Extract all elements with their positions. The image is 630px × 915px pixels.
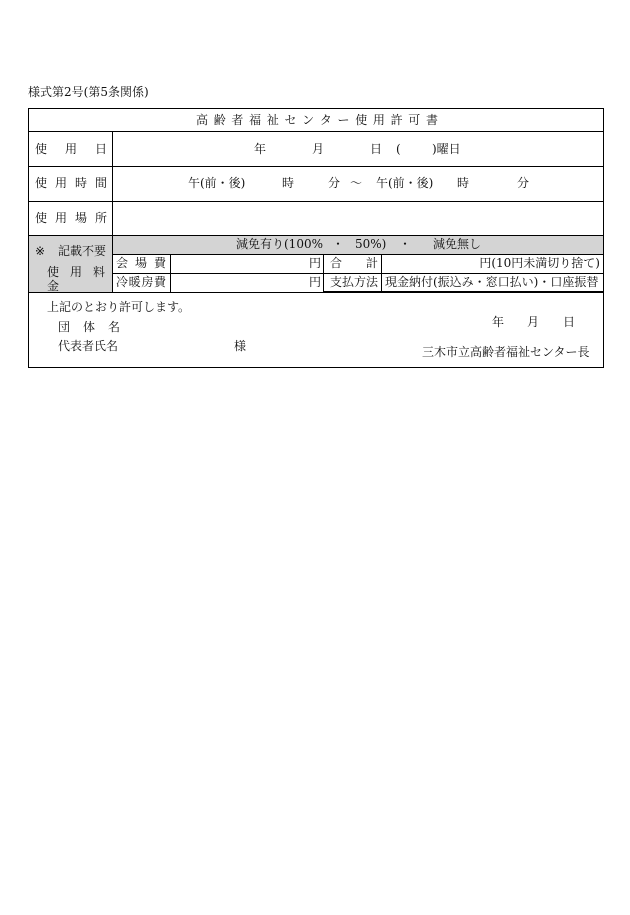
row-divider: [28, 201, 604, 202]
approval-date-month: 月: [527, 315, 540, 329]
total-label: 合 計: [330, 256, 378, 270]
exemption-half-rate: 50%): [355, 237, 387, 251]
usage-date-weekday-close: )曜日: [432, 142, 461, 156]
form-number: 様式第2号(第5条関係): [28, 85, 149, 99]
row-divider: [28, 292, 604, 293]
approval-statement: 上記のとおり許可します。: [47, 300, 191, 314]
usage-time-separator: ～: [350, 176, 363, 190]
usage-date-month: 月: [312, 142, 325, 156]
venue-fee-unit: 円: [309, 256, 322, 270]
representative-label: 代表者氏名: [58, 339, 119, 353]
row-divider: [28, 166, 604, 167]
exemption-without: 減免無し: [433, 237, 482, 251]
usage-fee-label: 使 用 料 金: [47, 265, 105, 293]
approval-date-year: 年: [492, 315, 505, 329]
usage-time-end-minute: 分: [517, 176, 530, 190]
usage-time-end-ampm: 午(前・後): [376, 176, 434, 190]
payment-method-value: 現金納付(振込み・窓口払い)・口座振替: [385, 275, 599, 289]
exemption-dot: ・: [332, 237, 345, 251]
usage-time-label: 使 用 時 間: [35, 176, 107, 190]
approval-date-day: 日: [563, 315, 576, 329]
honorific: 様: [234, 339, 247, 353]
issuer-title: 三木市立高齢者福祉センター長: [422, 345, 590, 359]
usage-date-label: 使 用 日: [35, 142, 107, 156]
organization-label: 団 体 名: [58, 320, 120, 334]
usage-time-start-ampm: 午(前・後): [188, 176, 246, 190]
usage-time-start-hour: 時: [282, 176, 295, 190]
exemption-with: 減免有り(100%: [236, 237, 323, 251]
document-title: 高 齢 者 福 祉 セ ン タ ー 使 用 許 可 書: [196, 113, 438, 127]
usage-time-end-hour: 時: [457, 176, 470, 190]
column-divider: [112, 131, 113, 292]
usage-time-start-minute: 分: [328, 176, 341, 190]
hvac-fee-label: 冷暖房費: [116, 275, 166, 289]
usage-place-label: 使 用 場 所: [35, 211, 107, 225]
usage-date-day: 日: [370, 142, 383, 156]
hvac-fee-unit: 円: [309, 275, 322, 289]
usage-date-year: 年: [254, 142, 267, 156]
row-divider: [28, 131, 604, 132]
payment-method-label: 支払方法: [330, 275, 379, 289]
not-required-note: 記載不要: [58, 244, 107, 258]
usage-date-weekday-open: (: [396, 142, 401, 156]
exemption-dot: ・: [399, 237, 412, 251]
total-value: 円(10円未満切り捨て): [479, 256, 600, 270]
column-divider: [170, 254, 171, 292]
row-divider: [28, 235, 604, 236]
not-required-mark: ※: [35, 244, 46, 258]
venue-fee-label: 会 場 費: [116, 256, 166, 270]
